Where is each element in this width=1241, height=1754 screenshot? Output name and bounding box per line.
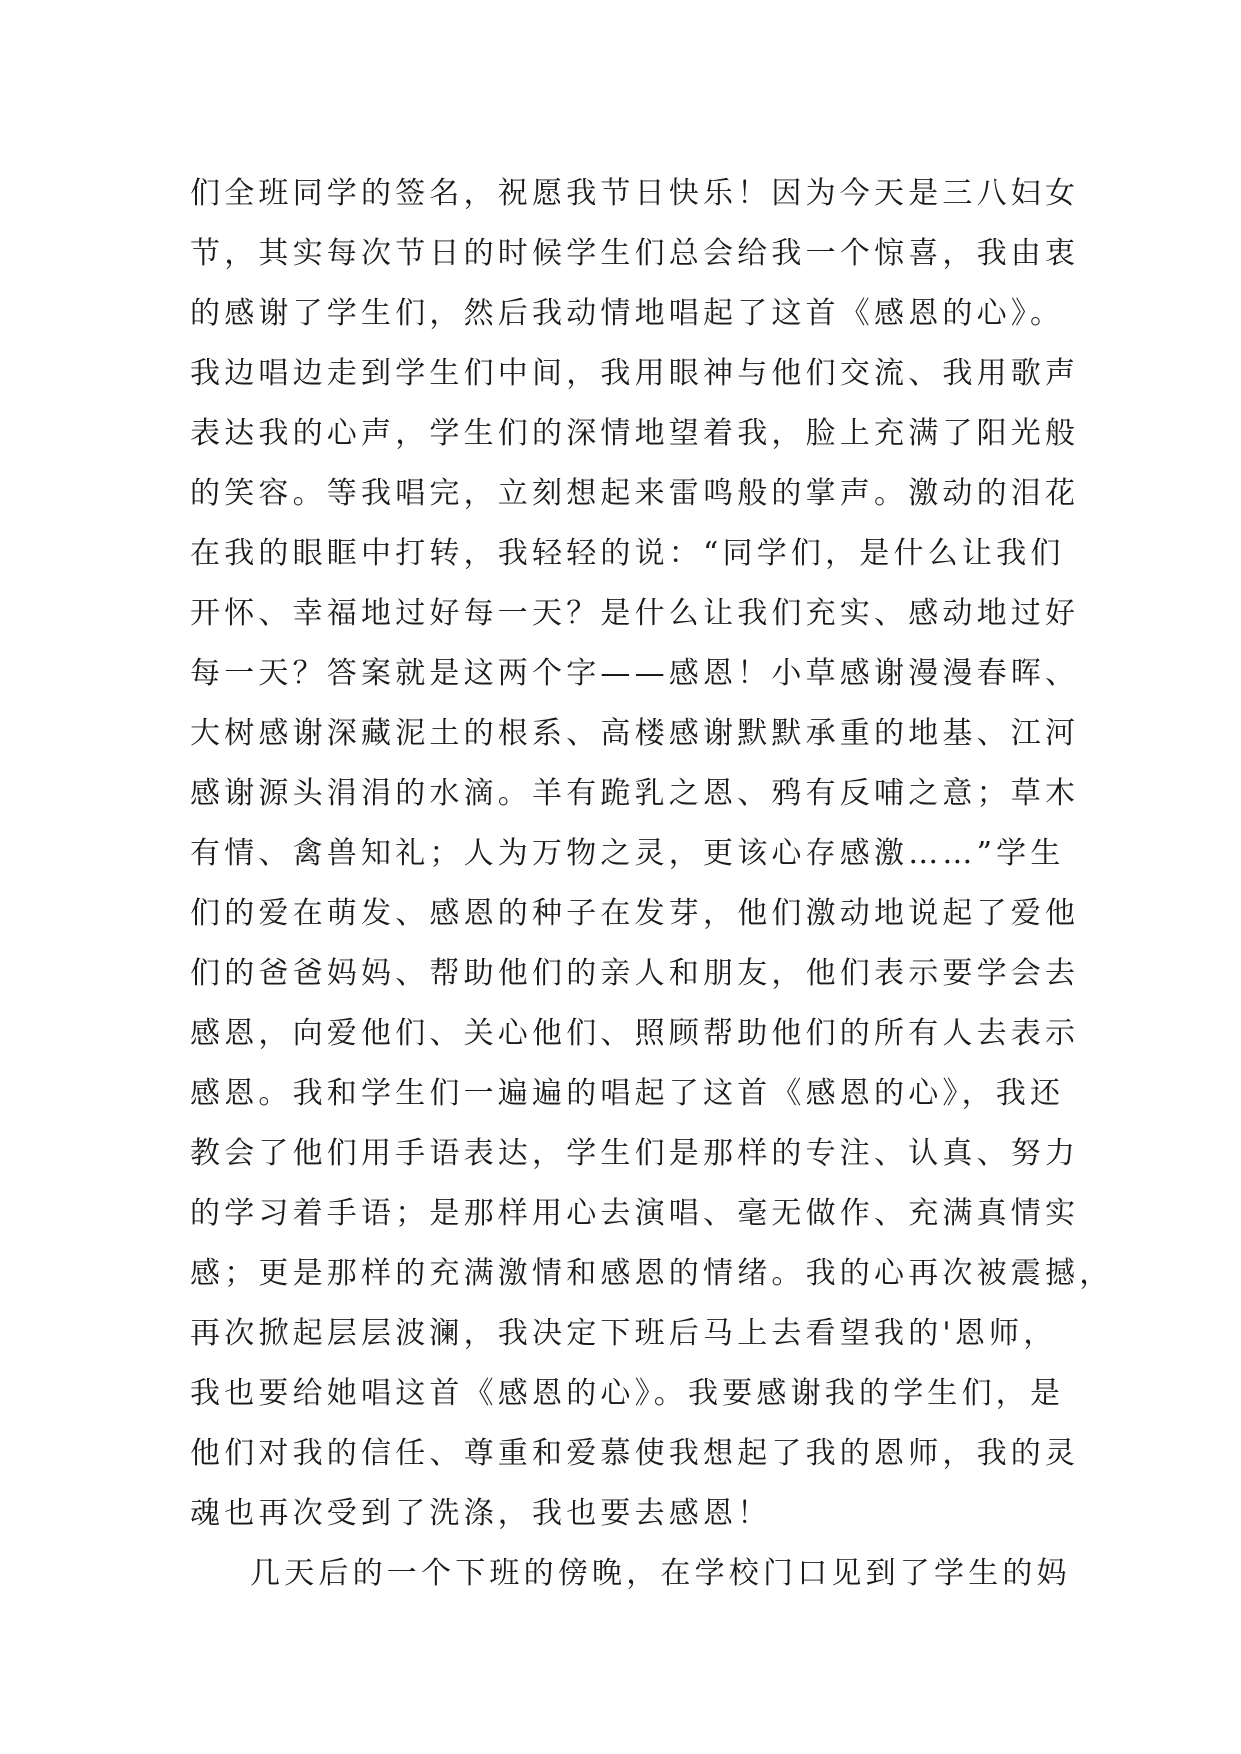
text-line: 感恩。我和学生们一遍遍的唱起了这首《感恩的心》，我还 [190,1076,1065,1111]
text-line: 的学习着手语；是那样用心去演唱、毫无做作、充满真情实 [190,1196,1080,1231]
text-line: 魂也再次受到了洗涤，我也要去感恩！ [190,1496,772,1531]
text-line: 在我的眼眶中打转，我轻轻的说：“同学们，是什么让我们 [190,536,1065,571]
text-line: 节，其实每次节日的时候学生们总会给我一个惊喜，我由衷 [190,236,1080,271]
body-text [190,164,1114,1604]
text-line: 感；更是那样的充满激情和感恩的情绪。我的心再次被震撼， [190,1256,1114,1291]
text-line: 表达我的心声，学生们的深情地望着我，脸上充满了阳光般 [190,416,1080,451]
text-line: 感谢源头涓涓的水滴。羊有跪乳之恩、鸦有反哺之意；草木 [190,776,1080,811]
text-line: 们全班同学的签名，祝愿我节日快乐！因为今天是三八妇女 [190,176,1080,211]
paragraph-start-line: 几天后的一个下班的傍晚，在学校门口见到了学生的妈 [250,1556,1071,1591]
text-line: 们的爱在萌发、感恩的种子在发芽，他们激动地说起了爱他 [190,896,1080,931]
text-line: 开怀、幸福地过好每一天？是什么让我们充实、感动地过好 [190,596,1080,631]
text-line: 们的爸爸妈妈、帮助他们的亲人和朋友，他们表示要学会去 [190,956,1080,991]
text-line: 的感谢了学生们，然后我动情地唱起了这首《感恩的心》。 [190,296,1065,331]
text-line: 我边唱边走到学生们中间，我用眼神与他们交流、我用歌声 [190,356,1080,391]
text-line: 每一天？答案就是这两个字——感恩！小草感谢漫漫春晖、 [190,656,1080,691]
text-line: 他们对我的信任、尊重和爱慕使我想起了我的恩师，我的灵 [190,1436,1080,1471]
text-line: 大树感谢深藏泥土的根系、高楼感谢默默承重的地基、江河 [190,716,1080,751]
text-line: 教会了他们用手语表达，学生们是那样的专注、认真、努力 [190,1136,1080,1171]
text-line: 的笑容。等我唱完，立刻想起来雷鸣般的掌声。激动的泪花 [190,476,1080,511]
text-line: 有情、禽兽知礼；人为万物之灵，更该心存感激……”学生 [190,836,1065,871]
text-line: 感恩，向爱他们、关心他们、照顾帮助他们的所有人去表示 [190,1016,1080,1051]
text-line: 我也要给她唱这首《感恩的心》。我要感谢我的学生们，是 [190,1376,1065,1411]
text-line: 再次掀起层层波澜，我决定下班后马上去看望我的'恩师， [190,1316,1058,1351]
